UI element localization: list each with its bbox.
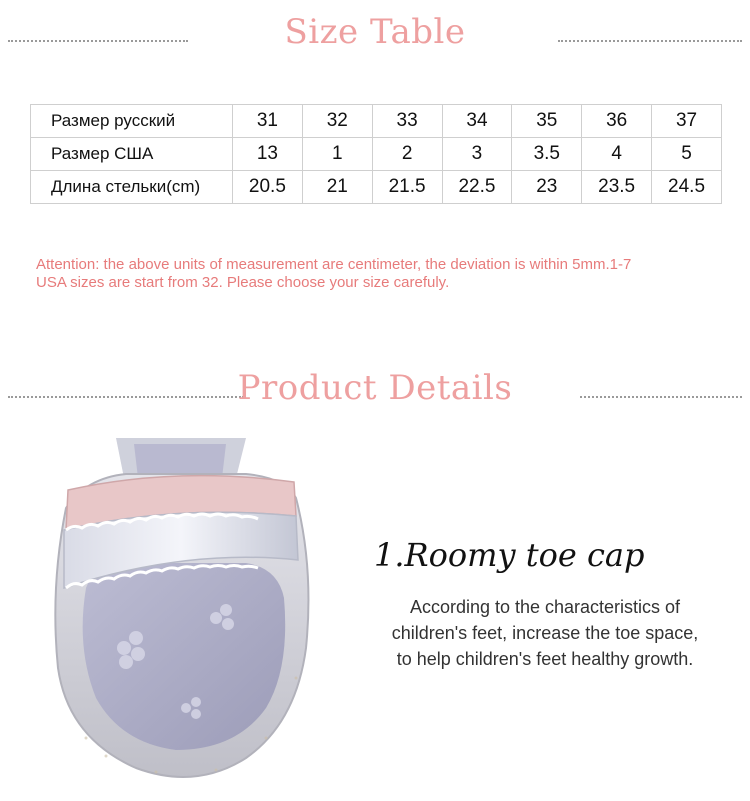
table-cell: 33	[372, 105, 442, 138]
attention-line-2: USA sizes are start from 32. Please choose your size carefuly.	[36, 274, 450, 291]
table-row	[31, 105, 722, 138]
table-cell: 24.5	[652, 171, 722, 204]
divider-right	[558, 40, 742, 42]
feature-description	[360, 594, 730, 672]
sandal-photo	[46, 438, 314, 788]
feature-desc-line: children's feet, increase the toe space,	[391, 623, 699, 643]
product-details-header	[0, 368, 750, 428]
sandal-illustration	[46, 438, 314, 788]
table-cell: 3	[442, 138, 512, 171]
table-cell: 3.5	[512, 138, 582, 171]
row-label: Размер русский	[31, 105, 233, 138]
product-details-title: Product Details	[237, 368, 513, 408]
table-cell: 21	[302, 171, 372, 204]
feature-desc-line: to help children's feet healthy growth.	[396, 649, 694, 669]
row-label: Размер США	[31, 138, 233, 171]
size-table	[30, 104, 722, 204]
table-cell: 32	[302, 105, 372, 138]
attention-line-1: Attention: the above units of measurement are centimeter, the deviation is within 5mm.1-7	[36, 256, 632, 273]
table-cell: 36	[582, 105, 652, 138]
table-cell: 23.5	[582, 171, 652, 204]
table-cell: 13	[233, 138, 303, 171]
table-cell: 22.5	[442, 171, 512, 204]
table-cell: 1	[302, 138, 372, 171]
table-row	[31, 171, 722, 204]
table-cell: 37	[652, 105, 722, 138]
table-cell: 5	[652, 138, 722, 171]
table-cell: 35	[512, 105, 582, 138]
size-table-title: Size Table	[284, 12, 466, 52]
table-cell: 2	[372, 138, 442, 171]
table-cell: 23	[512, 171, 582, 204]
attention-note	[36, 256, 726, 292]
size-table-header	[0, 12, 750, 72]
row-label: Длина стельки(cm)	[31, 171, 233, 204]
table-row	[31, 138, 722, 171]
table-cell: 4	[582, 138, 652, 171]
table-cell: 34	[442, 105, 512, 138]
table-cell: 31	[233, 105, 303, 138]
divider-right	[580, 396, 742, 398]
feature-title: 1.Roomy toe cap	[374, 536, 645, 574]
table-cell: 20.5	[233, 171, 303, 204]
feature-desc-line: According to the characteristics of	[409, 597, 681, 617]
table-cell: 21.5	[372, 171, 442, 204]
